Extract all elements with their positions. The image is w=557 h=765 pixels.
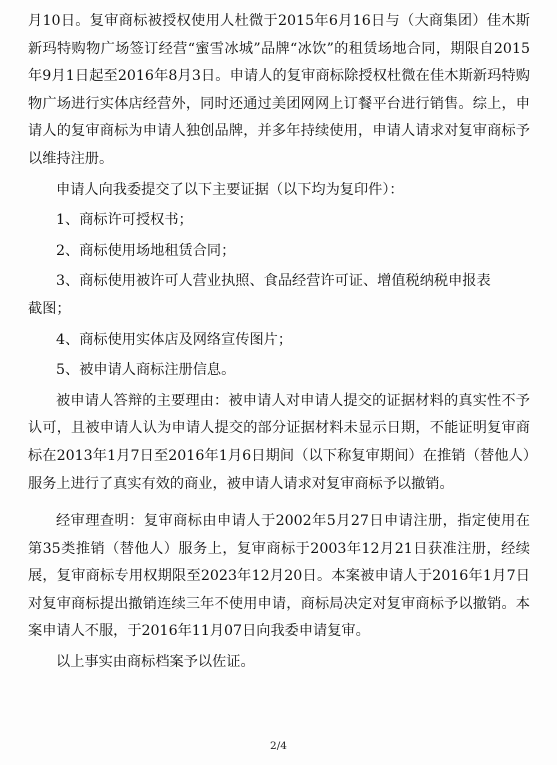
page-number: 2/4 (270, 740, 287, 752)
paragraph-evidence-intro: 申请人向我委提交了以下主要证据（以下均为复印件）： (56, 181, 404, 198)
evidence-item-4: 4、商标使用实体店及网络宣传图片； (56, 331, 293, 348)
evidence-item-3: 3、商标使用被许可人营业执照、食品经营许可证、增值税纳税申报表 (56, 273, 491, 290)
evidence-item-5: 5、被申请人商标注册信息。 (56, 362, 236, 379)
evidence-item-2: 2、商标使用场地租赁合同； (56, 242, 236, 259)
evidence-item-3-continuation: 截图； (28, 300, 71, 317)
paragraph-respondent-reply: 被申请人答辩的主要理由：被申请人对申请人提交的证据材料的真实性不予认可，且被申请人认为申请人提交的部分证据材料未显示日期，不能证明复审商标在2013年1月7日至2016年1月6日期间（以下称复审期间）在推销（替他人）服务上进行了真实有效的商业，被申请人请求对复审商标予以撤销。 (28, 392, 530, 492)
paragraph-continuation: 月10日。复审商标被授权使用人杜微于2015年6月16日与（大商集团）佳木斯新玛特购物广场签订经营“蜜雪冰城”品牌“冰饮”的租赁场地合同，期限自2015年9月1日起至2016年8月3日。申请人的复审商标除授权杜微在佳木斯新玛特购物广场进行实体店经营外，同时还通过美团网网上订餐平台进行销售。综上，申请人的复审商标为申请人独创品牌，并多年持续使用，申请人请求对复审商标予以维持注册。 (28, 13, 530, 167)
document-body (28, 8, 530, 677)
paragraph-findings: 经审理查明：复审商标由申请人于2002年5月27日申请注册，指定使用在第35类推销（替他人）服务上，复审商标于2003年12月21日获准注册，经续展，复审商标专用权期限至2023年12月20日。本案被申请人于2016年1月7日对复审商标提出撤销连续三年不使用申请，商标局决定对复审商标予以撤销。本案申请人不服，于2016年11月07日向我委申请复审。 (28, 513, 530, 640)
paragraph-evidence-note: 以上事实由商标档案予以佐证。 (56, 654, 255, 671)
evidence-item-1: 1、商标许可授权书； (56, 212, 193, 229)
